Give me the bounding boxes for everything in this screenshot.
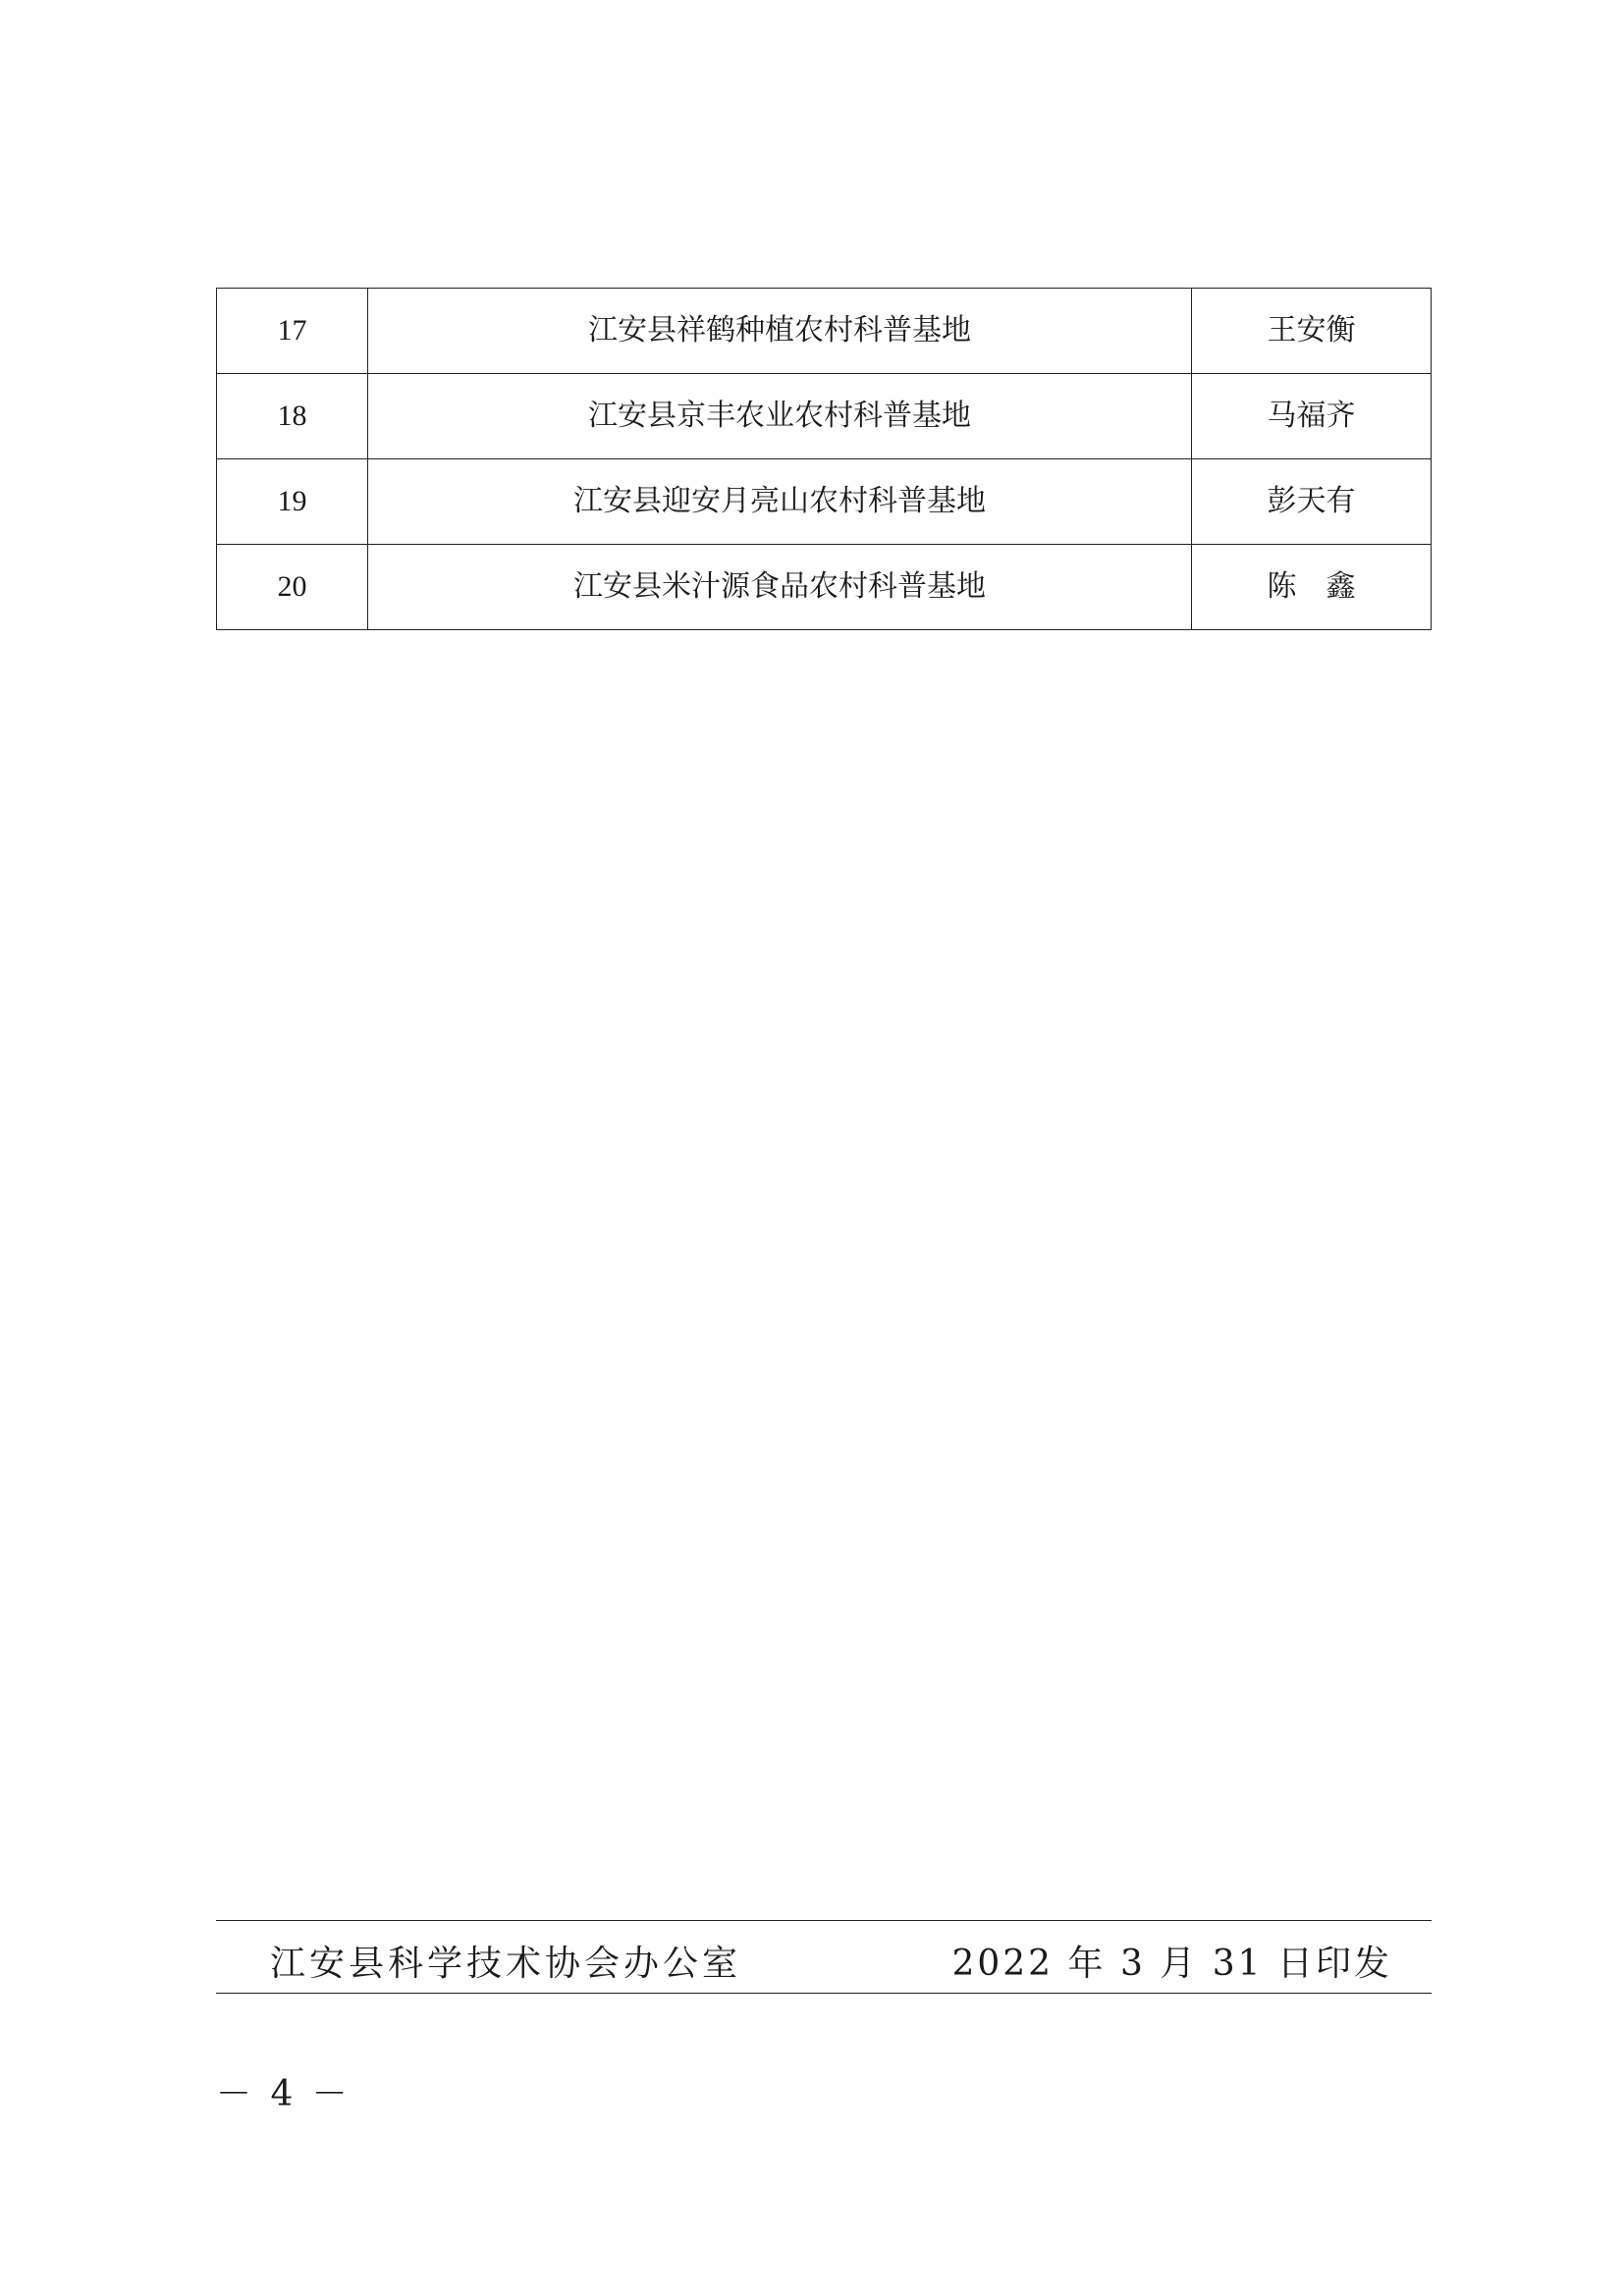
table-row [217,459,1432,545]
row-number: 17 [217,289,368,374]
base-name: 江安县米汁源食品农村科普基地 [368,545,1192,630]
row-number: 18 [217,374,368,459]
base-list-table [216,288,1432,630]
footer-bottom-rule [216,1993,1432,1994]
row-number: 20 [217,545,368,630]
contact-person: 陈 鑫 [1192,545,1432,630]
table-row [217,289,1432,374]
table-row [217,545,1432,630]
contact-person: 彭天有 [1192,459,1432,545]
issuing-organization: 江安县科学技术协会办公室 [270,1944,742,1984]
footer-top-rule [216,1920,1432,1921]
base-name: 江安县京丰农业农村科普基地 [368,374,1192,459]
row-number: 19 [217,459,368,545]
contact-person: 马福齐 [1192,374,1432,459]
page-number: － 4 － [216,2074,352,2114]
base-name: 江安县祥鹤种植农村科普基地 [368,289,1192,374]
table-row [217,374,1432,459]
issue-date: 2022 年 3 月 31 日印发 [951,1944,1392,1984]
base-name: 江安县迎安月亮山农村科普基地 [368,459,1192,545]
contact-person: 王安衡 [1192,289,1432,374]
